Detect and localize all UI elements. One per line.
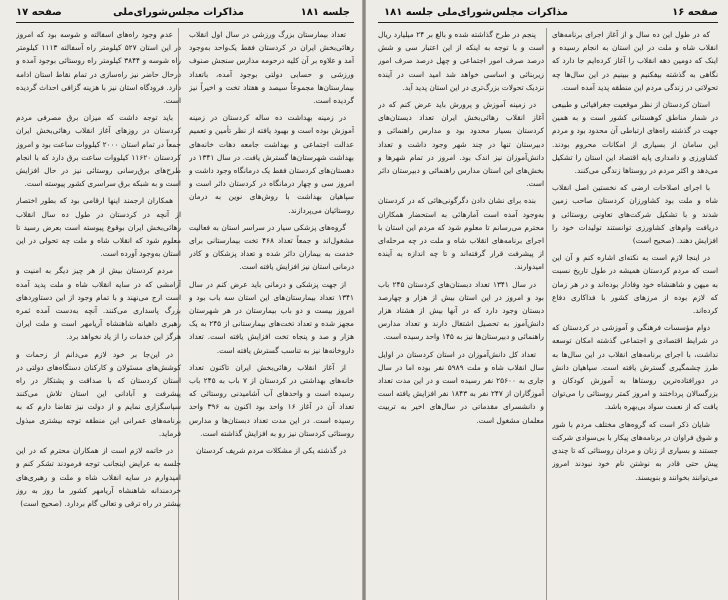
paragraph: استان کردستان از نظر موقعیت جغرافیائی و طبیعی در شمار مناطق کوهستانی کشور است و به همین جهت در گذشته راه‌های ارتباطی آن محدود بود و مردم این سامان از بسیاری از امکانات محروم بودند. کشاورزی و دامداری پایه اقتصاد این استان را تشکیل می‌دهد و اکثر مردم در روستاها زندگی می‌کنند. xyxy=(552,100,718,176)
left-page xyxy=(0,0,362,600)
right-page-columns xyxy=(378,28,718,600)
paragraph: عدم وجود راه‌های اسفالته و شوسه بود که امروز در این استان ۵۲۷ کیلومتر راه آسفالته ۱۱۱۳ کیلومتر راه شوسه و ۳۸۴۴ کیلومتر راه روستائی بوجود آمده و درحال حاضر نیز راه‌سازی در تمام نقاط استان ادامه دارد. فرودگاه استان نیز با هزینه گزافی احداث گردیده است. xyxy=(16,30,181,106)
paragraph: که در طول این ده سال و از آغاز اجرای برنامه‌های انقلاب شاه و ملت در این استان به انجام رسیده و اینک که دومین دهه انقلاب را آغاز کرده‌ایم جا دارد که نگاهی به گذشته بیفکنیم و ببینیم در این سال‌ها چه تحولاتی در زندگی مردم این منطقه پدید آمده است. xyxy=(552,30,718,92)
paragraph: تعداد بیمارستان بزرگ ورزشی در سال اول انقلاب رهائی‌بخش ایران در کردستان فقط یک‌واحد به‌وجود آمد و علاوه بر آن کلیه درحومه مدارس سنجش صنوف ورزشی و حسابی دولتی بوجود آمده، با‌تعداد بیمارستان‌ها مجموعاً سیصد و هفتاد تخت و اخیراً نیز گردیده است. xyxy=(189,30,354,106)
paragraph: تعداد کل دانش‌آموزان در استان کردستان در اوایل سال انقلاب شاه و ملت ۵۹۸۹ نفر بوده اما در سال جاری به ۲۵۶۰۰ نفر رسیده است و در این مدت تعداد آموزگاران از ۲۴۷ نفر به ۱۸۴۳ نفر افزایش یافته است و دانشسرای مقدماتی در سال‌های اخیر به تربیت معلمان مشغول است. xyxy=(378,349,544,425)
paragraph: در زمینه آموزش و پرورش باید عرض کنم که در آغاز انقلاب رهائی‌بخش ایران تعداد دبستان‌های کردستان بسیار محدود بود و مدارس راهنمائی و دبیرستان تنها در چند شهر وجود داشت و تعداد دانش‌آموزان نیز اندک بود. امروز در تمام شهرها و بخش‌های این استان مدارس راهنمائی و دبیرستان دائر است. xyxy=(378,100,544,189)
right-page-header xyxy=(378,6,718,23)
text-column-left xyxy=(378,28,544,600)
page-number: صفحه ۱۶ xyxy=(672,7,718,18)
paragraph: مردم کردستان بیش از هر چیز دیگر به امنیت و آرامشی که در سایه انقلاب شاه و ملت پدید آمده است ارج می‌نهند و با تمام وجود از این دستاوردهای بزرگ پاسداری می‌کنند. آنچه به‌دست آمده ثمره رهبری داهیانه شاهنشاه آریامهر است و ملت ایران هرگز این خدمات را از یاد نخواهد برد. xyxy=(16,266,181,342)
paragraph: در گذشته یکی از مشکلات مردم شریف کردستان xyxy=(196,446,346,456)
text-column-left xyxy=(16,28,181,600)
right-page xyxy=(366,0,728,600)
paragraph: در این‌جا بر خود لازم می‌دانم از زحمات و کوشش‌های مسئولان و کارکنان دستگاه‌های دولتی در استان کردستان که با صداقت و پشتکار در راه پیشرفت و آبادانی این استان تلاش می‌کنند سپاسگزاری نمایم و از دولت نیز تقاضا دارم که به برنامه‌های عمرانی این منطقه توجه بیشتری مبذول فرماید. xyxy=(16,349,181,438)
left-page-header xyxy=(16,6,354,23)
paragraph: در زمینه بهداشت ده ساله کردستان در زمینه آموزش بوده است و بهبود یافته از نظر تأمین و تعمیم عدالت اجتماعی و بهداشت جامعه دهات خانه‌های بهداشت شهرستان‌ها گسترش یافت. در سال ۱۳۴۱ در دهستان‌های کردستان فقط یک درمانگاه وجود داشت و امروز سی و چهار درمانگاه در کردستان دائر است و سپاهیان بهداشت با روش‌های نوین به درمان روستائیان می‌پردازند. xyxy=(189,113,354,215)
paragraph: پنجم در طرح گذاشته شده و بالغ بر ۲۴ میلیارد ریال است و با توجه به اینکه از این اعتبار سی و شش درصد صرف امور اجتماعی و چهل درصد صرف امور زیربنائی و اساسی خواهد شد امید است در آینده نزدیک تحولات بزرگ‌تری در این استان پدید آید. xyxy=(378,30,544,92)
text-column-right xyxy=(552,28,718,600)
left-page-columns xyxy=(16,28,354,600)
paragraph: با اجرای اصلاحات ارضی که نخستین اصل انقلاب شاه و ملت بود کشاورزان کردستان صاحب زمین شدند و با تشکیل شرکت‌های تعاونی روستائی و دریافت وام‌های کشاورزی توانستند تولیدات خود را افزایش دهند. (صحیح است) xyxy=(552,183,718,246)
paragraph: در سال ۱۳۴۱ تعداد دبستان‌های کردستان ۲۴۵ باب بود و امروز در این استان بیش از هزار و چهارصد دبستان وجود دارد که در آنها بیش از هشتاد هزار دانش‌آموز به تحصیل اشتغال دارند و تعداد مدارس راهنمائی و دبیرستان‌ها نیز به ۱۴۵ واحد رسیده است. xyxy=(378,279,544,342)
paragraph: از آغاز انقلاب رهائی‌بخش ایران تاکنون تعداد خانه‌های بهداشتی در کردستان از ۷ باب به ۲۴۵ باب رسیده است و واحدهای آب آشامیدنی روستائی که تعداد آن در آغاز ۱۶ واحد بود اکنون به ۳۹۶ واحد رسیده است. در این مدت تعداد دبستان‌ها و مدارس روستائی کردستان نیز رو به افزایش گذاشته است. xyxy=(189,362,354,438)
paragraph: گروه‌های پزشکی سیار در سراسر استان به فعالیت مشغول‌اند و جمعاً تعداد ۴۶۸ تخت بیمارستانی برای خدمت به بیماران دائر شده و تعداد پزشکان و کادر درمانی استان نیز افزایش یافته است. xyxy=(189,222,354,272)
paragraph: بنده برای نشان دادن دگرگونی‌هائی که در کردستان به‌وجود آمده است آمارهائی به استحضار همکاران محترم می‌رسانم تا معلوم شود که مردم این استان با اجرای برنامه‌های انقلاب شاه و ملت در چه مرحله‌ای از پیشرفت قرار گرفته‌اند و تا چه اندازه به آینده امیدوارند. xyxy=(378,196,544,272)
paragraph: در اینجا لازم است به نکته‌ای اشاره کنم و آن این است که مردم کردستان همیشه در طول تاریخ نسبت به میهن و شاهنشاه خود وفادار بوده‌اند و در هر زمان که لازم بوده از مرزهای کشور با فداکاری دفاع کرده‌اند. xyxy=(552,253,718,316)
paragraph: دوام مؤسسات فرهنگی و آموزشی در کردستان که در شرایط اقتصادی و اجتماعی گذشته امکان توسعه نداشت، با اجرای برنامه‌های انقلاب در این سال‌ها به طرز چشمگیری گسترش یافته است. سپاهیان دانش در دورافتاده‌ترین روستاها به آموزش کودکان و بزرگسالان پرداختند و امروز کمتر روستائی را می‌توان یافت که از نعمت سواد بی‌بهره باشد. xyxy=(552,323,718,412)
session-label: جلسه ۱۸۱ xyxy=(384,7,434,18)
journal-title: مذاکرات مجلس‌شورای‌ملی xyxy=(437,7,568,18)
journal-title: مذاکرات مجلس‌شورای‌ملی xyxy=(113,7,244,18)
paragraph: در خاتمه لازم است از همکاران محترم که در این جلسه به عرایض اینجانب توجه فرمودند تشکر کنم و امیدوارم در سایه انقلاب شاه و ملت و رهبری‌های خردمندانه شاهنشاه آریامهر کشور ما روز به روز بیشتر در راه ترقی و تعالی گام بردارد. (صحیح است) xyxy=(16,446,181,508)
paragraph: همکاران ارجمند اینها ارقامی بود که بطور اختصار از آنچه در کردستان در طول ده سال انقلاب رهائی‌بخش ایران بوقوع پیوسته است بعرض رسید تا معلوم شود که انقلاب شاه و ملت چه تحولی در این استان به‌وجود آورده است. xyxy=(16,196,181,259)
paragraph: شایان ذکر است که گروه‌های مختلف مردم با شور و شوق فراوان در برنامه‌های پیکار با بی‌سوادی شرکت جستند و بسیاری از زنان و مردان روستائی که تا چندی پیش حتی قادر به نوشتن نام خود نبودند امروز می‌توانند بخوانند و بنویسند. xyxy=(552,419,718,482)
page-number: صفحه ۱۷ xyxy=(16,7,62,18)
text-column-right xyxy=(189,28,354,600)
paragraph: باید توجه داشت که میزان برق مصرفی مردم کردستان در روزهای آغاز انقلاب رهائی‌بخش ایران جمعاً در تمام استان ۲۰۰۰ کیلووات ساعت بود و امروز کردستان ۱۱۶۲۰ کیلووات ساعت برق دارد که با انجام طرح‌های برق‌رسانی روستائی نیز در حال افزایش است و به شبکه برق سراسری کشور پیوسته است. xyxy=(16,113,181,189)
paragraph: از جهت پزشکی و درمانی باید عرض کنم در سال ۱۳۴۱ تعداد بیمارستان‌های این استان سه باب بود و امروز بیست و دو باب بیمارستان در هر شهرستان مجهز شده و تعداد تخت‌های بیمارستانی از ۲۴۵ به یک هزار و صد و پنجاه تخت افزایش یافته است. تعداد داروخانه‌ها نیز به تناسب گسترش یافته است. xyxy=(189,279,354,355)
session-label: جلسه ۱۸۱ xyxy=(300,7,350,18)
